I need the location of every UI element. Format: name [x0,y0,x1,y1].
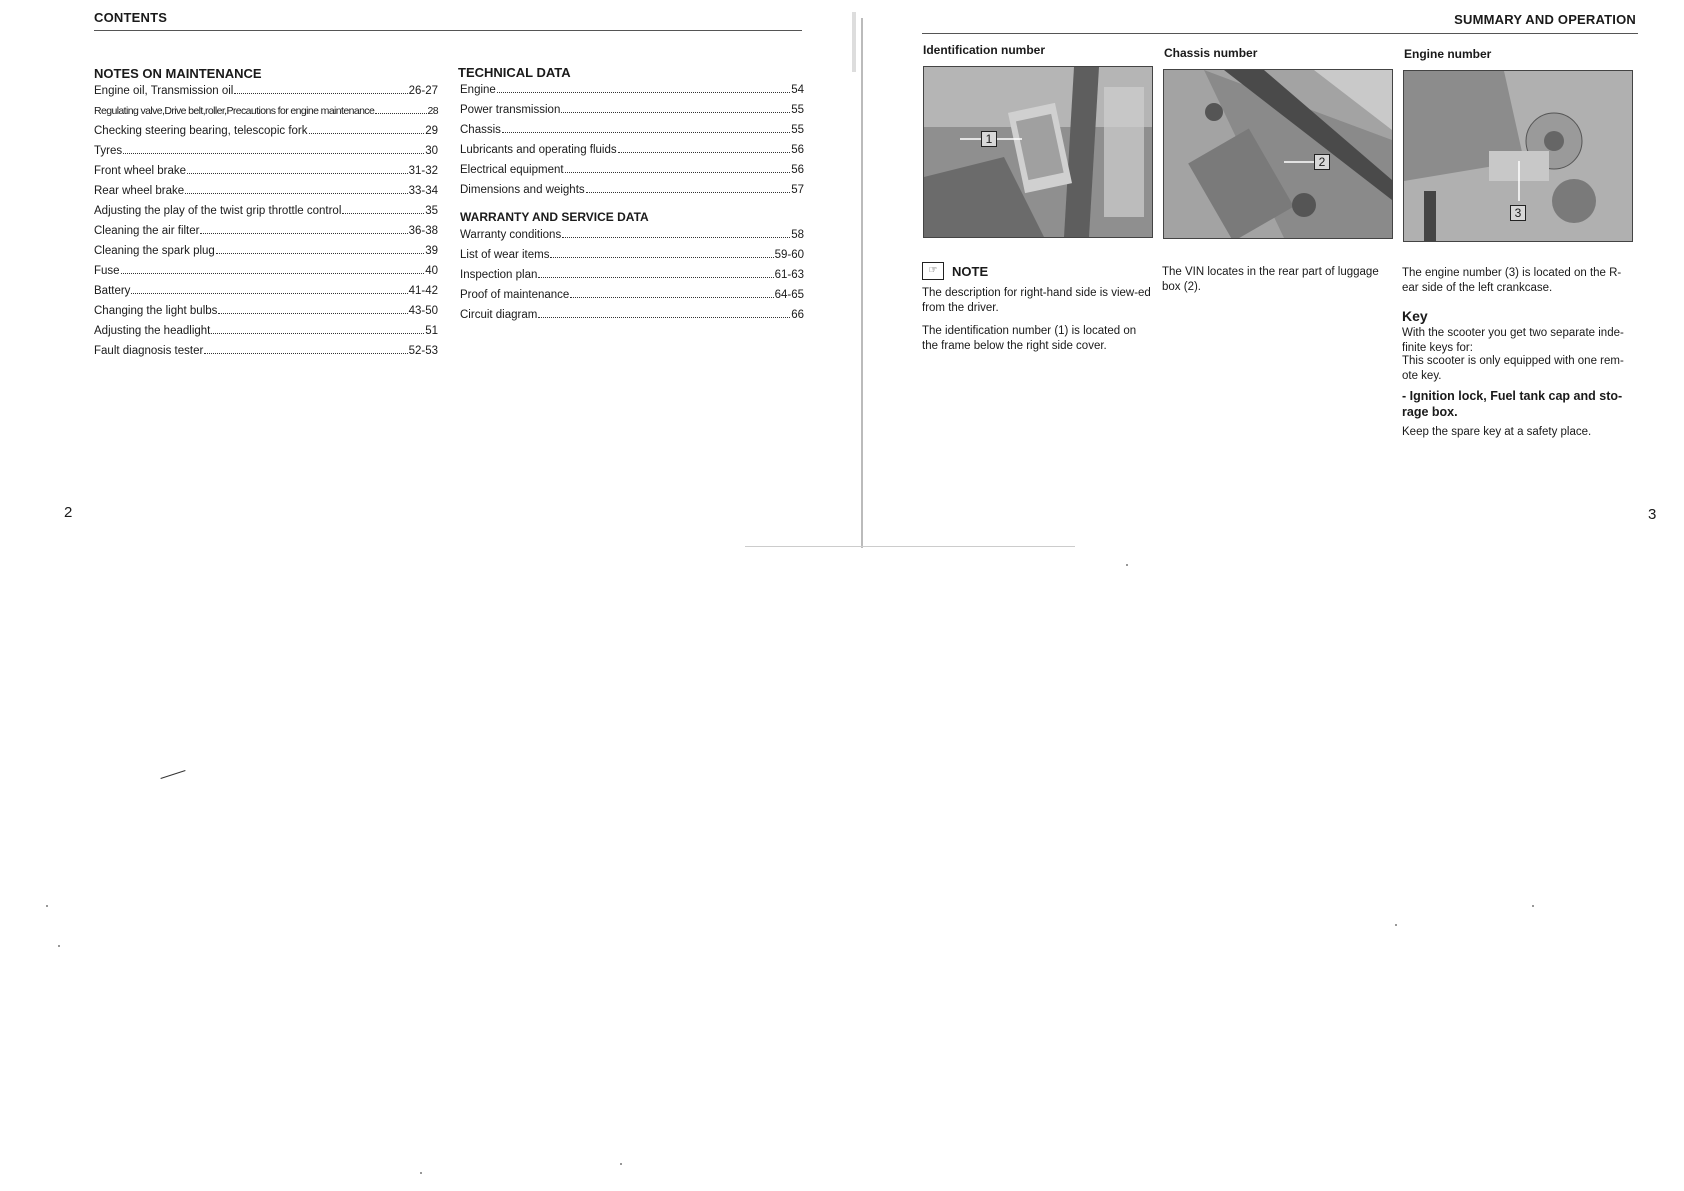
scan-speck [1532,905,1534,907]
key-text-2: This scooter is only equipped with one rem-ote key. [1402,355,1624,382]
fold-line [745,546,1075,547]
notes-section-title: NOTES ON MAINTENANCE [94,66,262,81]
toc-entry[interactable]: Rear wheel brake 33-34 [94,185,438,197]
toc-entry[interactable]: Lubricants and operating fluids 56 [460,144,804,156]
scan-speck [58,945,60,947]
scan-speck [46,905,48,907]
key-text-3: Keep the spare key at a safety place. [1402,426,1592,438]
callout-1: 1 [981,131,997,147]
toc-entry[interactable]: Circuit diagram 66 [460,309,804,321]
scooter-frame-illustration [924,67,1152,237]
technical-section-title: TECHNICAL DATA [458,65,571,80]
toc-entry[interactable]: Changing the light bulbs 43-50 [94,305,438,317]
toc-entry[interactable]: Dimensions and weights 57 [460,184,804,196]
toc-entry[interactable]: Inspection plan 61-63 [460,269,804,281]
left-page-header: CONTENTS [94,10,168,25]
warranty-section-title: WARRANTY AND SERVICE DATA [460,210,649,224]
toc-entry[interactable]: Engine 54 [460,84,804,96]
toc-entry[interactable]: Adjusting the play of the twist grip throttle control 35 [94,205,438,217]
chassis-body: The VIN locates in the rear part of luggage box (2). [1162,266,1379,293]
left-header-rule [94,30,802,31]
toc-entry[interactable]: Tyres 30 [94,145,438,157]
toc-entry[interactable]: Electrical equipment 56 [460,164,804,176]
pen-mark [160,770,185,779]
note-text: The description for right-hand side is view-ed from the driver. [922,287,1151,314]
technical-toc-list [460,84,804,204]
engine-body: The engine number (3) is located on the R-ear side of the left crankcase. [1402,267,1622,294]
toc-entry[interactable]: Fuse 40 [94,265,438,277]
right-page-number: 3 [1648,506,1657,523]
note-heading [922,262,988,280]
toc-entry[interactable]: Cleaning the air filter 36-38 [94,225,438,237]
luggage-box-illustration [1164,70,1392,238]
chassis-caption: Chassis number [1164,46,1258,60]
engine-caption: Engine number [1404,47,1492,61]
scan-speck [420,1172,422,1174]
scan-speck [1126,564,1128,566]
toc-entry[interactable]: Adjusting the headlight 51 [94,325,438,337]
callout-3: 3 [1510,205,1526,221]
toc-entry[interactable]: Front wheel brake 31-32 [94,165,438,177]
notes-toc-list [94,85,438,365]
right-header-rule [922,33,1638,34]
toc-entry[interactable]: Chassis 55 [460,124,804,136]
toc-entry[interactable]: Engine oil, Transmission oil 26-27 [94,85,438,97]
identification-photo [923,66,1153,238]
toc-entry[interactable]: List of wear items 59-60 [460,249,804,261]
toc-entry[interactable]: Regulating valve,Drive belt,roller,Precautions for engine maintenance 28 [94,105,438,117]
callout-2: 2 [1314,154,1330,170]
identification-caption: Identification number [923,43,1046,57]
identification-body: The identification number (1) is located on the frame below the right side cover. [922,325,1137,352]
key-heading: Key [1402,308,1428,324]
note-label: NOTE [952,263,989,279]
chassis-photo [1163,69,1393,239]
key-text-1: With the scooter you get two separate inde-finite keys for: [1402,327,1624,354]
scan-shadow [852,12,856,72]
toc-entry[interactable]: Cleaning the spark plug 39 [94,245,438,257]
toc-entry[interactable]: Checking steering bearing, telescopic fork 29 [94,125,438,137]
toc-entry[interactable]: Proof of maintenance 64-65 [460,289,804,301]
warranty-toc-list [460,229,804,329]
right-page-header: SUMMARY AND OPERATION [1454,12,1636,27]
toc-entry[interactable]: Power transmission 55 [460,104,804,116]
toc-entry[interactable]: Warranty conditions 58 [460,229,804,241]
scan-speck [1395,924,1397,926]
toc-entry[interactable]: Fault diagnosis tester 52-53 [94,345,438,357]
engine-photo [1403,70,1633,242]
scan-speck [620,1163,622,1165]
hand-pointer-icon: ☞ [922,262,944,280]
toc-entry[interactable]: Battery 41-42 [94,285,438,297]
key-bold-items: - Ignition lock, Fuel tank cap and sto-rage box. [1402,389,1623,419]
page-gutter [861,18,863,548]
left-page-number: 2 [64,504,73,521]
